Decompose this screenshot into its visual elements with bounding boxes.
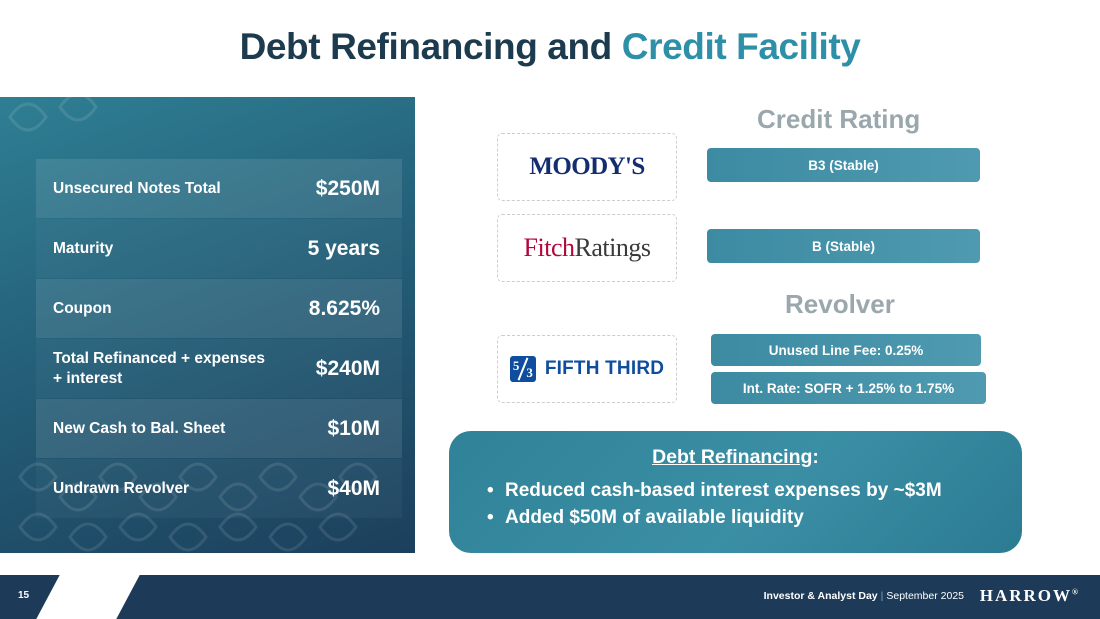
- table-row: [36, 339, 402, 398]
- slide-footer: [0, 575, 1100, 619]
- bullet-icon: •: [487, 506, 494, 528]
- metric-value: $40M: [327, 476, 380, 500]
- footer-event: Investor & Analyst Day: [763, 590, 878, 602]
- callout-title-underlined: Debt Refinancing: [652, 446, 813, 468]
- harrow-logo-text: HARROW: [979, 586, 1073, 605]
- revolver-unused-line-fee-badge: Unused Line Fee: 0.25%: [711, 334, 981, 366]
- fitch-logo-text-a: Fitch: [523, 233, 575, 262]
- fifth-third-lockup: [510, 356, 664, 382]
- metric-label: Undrawn Revolver: [53, 479, 190, 497]
- fifth-third-mark-icon: [510, 356, 536, 382]
- fitch-rating-badge: B (Stable): [707, 229, 980, 263]
- revolver-heading: Revolver: [785, 289, 895, 319]
- fitch-ratings-logo: [497, 214, 677, 282]
- page-title-part2: Credit Facility: [621, 26, 861, 67]
- moodys-rating-badge: B3 (Stable): [707, 148, 980, 182]
- harrow-logo: [980, 586, 1078, 606]
- table-row: [36, 279, 402, 338]
- metric-label: Maturity: [53, 239, 114, 257]
- metric-value: 8.625%: [308, 296, 380, 320]
- metric-value: $250M: [315, 176, 380, 200]
- moodys-logo: [497, 133, 677, 201]
- metric-value: 5 years: [307, 236, 380, 260]
- debt-refinancing-callout: [449, 431, 1022, 553]
- footer-accent-shape: [31, 575, 145, 619]
- table-row: [36, 219, 402, 278]
- fifth-third-logo: [497, 335, 677, 403]
- list-item: [475, 478, 996, 505]
- callout-bullet-text: Reduced cash-based interest expenses by ~$3M: [505, 480, 942, 501]
- metric-value: $10M: [327, 416, 380, 440]
- metric-value: $240M: [315, 356, 380, 380]
- fifth-third-logo-text: FIFTH THIRD: [544, 358, 665, 379]
- credit-rating-heading: Credit Rating: [757, 104, 921, 134]
- metrics-panel: [0, 97, 415, 553]
- page-title-part1: Debt Refinancing and: [239, 26, 622, 67]
- bullet-icon: •: [487, 480, 494, 501]
- table-row: [36, 459, 402, 518]
- moodys-logo-text: MOODY'S: [529, 153, 645, 180]
- callout-title-suffix: :: [812, 446, 819, 468]
- metric-label: New Cash to Bal. Sheet: [53, 419, 226, 437]
- table-row: [36, 399, 402, 458]
- trademark-symbol: ®: [1072, 587, 1078, 597]
- page-title: [0, 26, 1100, 68]
- fitch-logo-text: [524, 233, 651, 263]
- metric-label: Unsecured Notes Total: [53, 179, 221, 197]
- fitch-logo-text-b: Ratings: [574, 233, 651, 262]
- callout-bullet-text: Added $50M of available liquidity: [505, 506, 804, 528]
- table-row: [36, 159, 402, 218]
- page-number: 15: [18, 590, 30, 601]
- revolver-interest-rate-badge: Int. Rate: SOFR + 1.25% to 1.75%: [711, 372, 986, 404]
- footer-meta: [764, 590, 964, 602]
- list-item: [475, 505, 996, 532]
- footer-date: September 2025: [886, 590, 964, 602]
- metrics-list: [36, 159, 402, 519]
- metric-label: Coupon: [53, 299, 112, 317]
- fifth-third-slash-icon: [517, 357, 528, 380]
- callout-title: [475, 446, 996, 469]
- footer-separator: |: [880, 590, 884, 602]
- metric-label: Total Refinanced + expenses + interest: [53, 350, 266, 387]
